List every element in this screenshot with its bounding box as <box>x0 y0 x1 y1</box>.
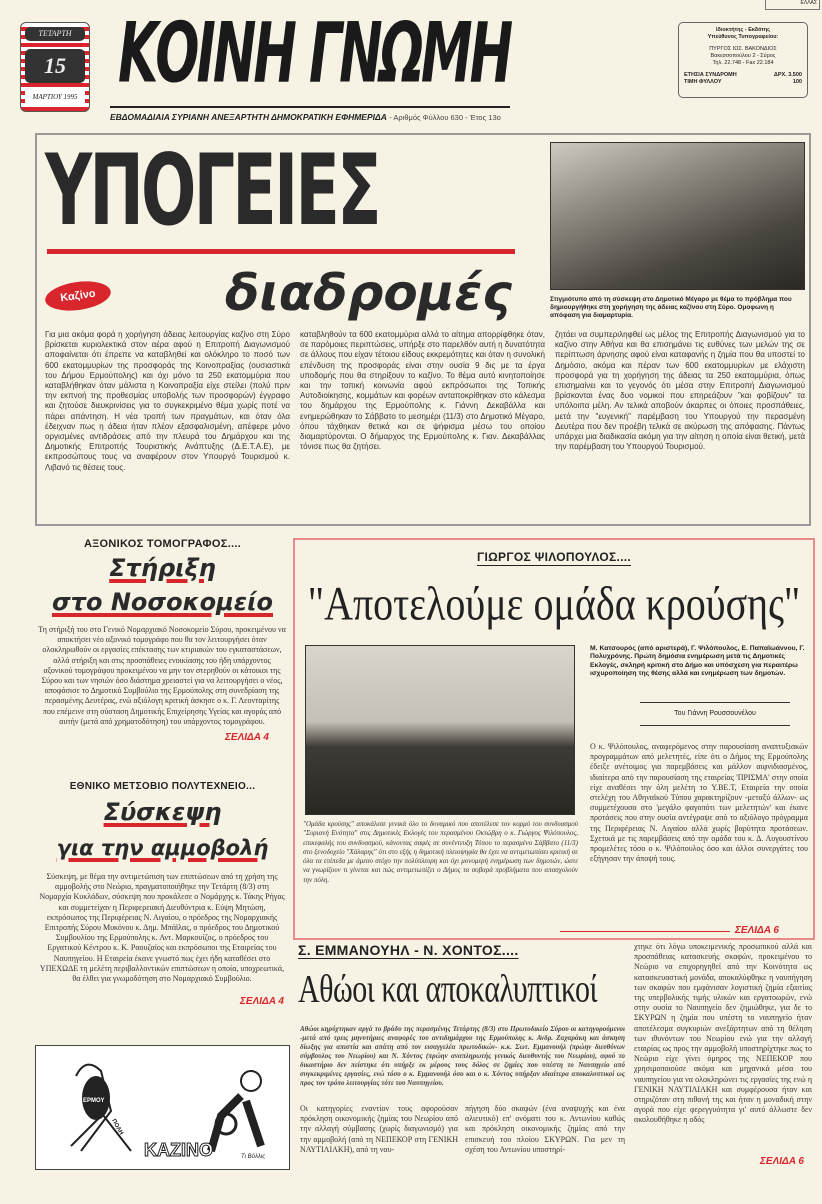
feature-caption: Μ. Κατσουρός (από αριστερά), Γ. Ψιλόπουλος, Ε. Παπαϊωάννου, Γ. Πολυχρόνης. Πρώτη δημόσια ενημέρωση μετά τις Δημοτικές Εκλογές, σκληρή κριτική στο Δήμο και υπόσχεση για περαιτέρω ισχυροποίηση της θέσης αλλά και ενημέρωση των δημοτών. <box>590 645 805 677</box>
feature-photo <box>305 645 575 815</box>
subscription-value: ΔΡΧ. 3.500 <box>773 72 802 78</box>
story2-kicker: ΕΘΝΙΚΟ ΜΕΤΣΟΒΙΟ ΠΟΛΥΤΕΧΝΕΙΟ... <box>69 781 256 792</box>
feature-byline: Του Γιάννη Ρουσσουνέλου <box>674 710 756 717</box>
feature-page-rule <box>560 931 730 932</box>
feature-page-link[interactable]: ΣΕΛΙΔΑ 6 <box>735 925 779 936</box>
postage-stamp <box>765 0 820 10</box>
price-value: 100 <box>792 79 802 85</box>
cartoon-label-kazino: ΚΑΖΙΝΟ <box>144 1140 213 1160</box>
headline-red-rule <box>47 249 515 254</box>
bottom-kicker: Σ. ΕΜΜΑΝΟΥΗΛ - Ν. ΧΟΝΤΟΣ.... <box>298 942 519 958</box>
issue-number: - Αριθμός Φύλλου 630 - Έτος 13ο <box>389 113 501 122</box>
newspaper-title: ΚΟΙΝΗ ΓΝΩΜΗ <box>118 6 511 103</box>
story2-headline-2: για την αμμοβολή <box>56 836 269 860</box>
cartoon-label-ermou: ΕΡΜΟΥ <box>83 1098 105 1104</box>
bottom-column-3: χτηκε ότι λόγω υποκειμενικής προσωπικού αλλά και προσπάθειας κατασκευής σκαφών, προκειμένου το Νεώριο να επιχορηγηθεί από την Κοινότητα ως κατασκευαστική μονάδα, αποκαλύφθηκε η ναυπήγηση των σκαφών που εμφάνισαν λογιστική ζημία εξαιτίας της υπερβολικής τιμής υλικών και εργατοωρών, ενώ στην ουσία το Ναυπηγείο δεν ζημιώθηκε, για δε το ΣΚΥΡΩΝ η ζημία που υπέστη το ναυπηγείο ήταν αποτέλεσμα συγκυριών ανεξάρτητων από τη θέληση των ιθυνόντων του Νεωρίου ενώ για την αλλαγή εταιρίας ως προς την αμμοβολή υποστηρίχτηκε πως το Νεώριο είχε γίνει όμηρος της ΝΕΠΕΚΟΡ που χρησιμοποιούσε ακόμα και μηχανικά μέσα του ναυπηγείου για να ολοκληρώνει τις εργασίες της ενώ η ΓΕΝΙΚΗ ΝΑΥΤΙΛΙΑΚΗ και συμφέρουσα ήταν και στηριζόταν στη πιθανή της και ήταν η μοναδική στην αγορά που είχε φερεγγυότητα γι' αυτό άλλωστε δεν ακολουθήθηκε η οδός <box>634 942 812 1125</box>
story2-headline-1: Σύσκεψη <box>103 798 222 826</box>
byline-rule <box>640 702 790 703</box>
month-year: ΜΑΡΤΙΟΥ 1995 <box>25 91 85 103</box>
subscription-label: ΕΤΗΣΙΑ ΣΥΝΔΡΟΜΗ <box>684 72 737 78</box>
lead-column-3: ζητάει να συμπεριληφθεί ως μέλος της Επιτροπής Διαγωνισμού για το καζίνο στην Αθήνα και θα επισημάνει τις ευθύνες των μελών της σε περίπτωση άρνησης αφού είναι καταφανής η ζημία που θα υποστεί το Δημόσιο, ακόμα και πέραν των 600 εκατομμυρίων με ελάχιστη προσφορά για τη χορήγηση της άδειας τα 250 εκατομμύρια, όπως επισημαίνει και το γεγονός ότι μέσα στην Επιτροπή Διαγωνισμού βρίσκονται ένας δυο νομικοί που επηρεάζουν "και φοβίζουν" τα υπόλοιπα μέλη. Αν τελικά αποβούν άκαρπες οι όποιες προσπάθειες, μετά την "ευγενική" παρέμβαση του Υπουργού την περασμένη Δευτέρα που δεν προέβη τελικά σε ακύρωση της απόφασης. Πάντως υπάρχει μια διαδικασία ακόμη για την αίτηση η οποία είναι θετική, μετά την παρέμβαση του Υπουργού Τουρισμού. <box>555 330 805 452</box>
publisher-label: Ιδιοκτήτης - Εκδότης Υπεύθυνος Τυπογραφείου: <box>707 27 779 40</box>
title-rule <box>110 106 510 108</box>
byline-rule-bottom <box>640 725 790 726</box>
story2-page-link[interactable]: ΣΕΛΙΔΑ 4 <box>240 996 284 1007</box>
story1-body: Τη στήριξή του στο Γενικό Νομαρχιακό Νοσοκομείο Σύρου, προκειμένου να αποκτήσει νέο αξονικό τομογράφο που θα τον λειτουργήσει όταν ολοκληρωθούν οι εργασίες επέκτασης των κτιριακών του εγκαταστάσεων, αλλά στήριξη και στις προσπάθειες ενοικίασης του ήδη υπάρχοντος αξονικού τομογράφου προκειμένου να μην τον στερηθούν οι κάτοικοι της Σύρου και των νησιών όσο διάστημα χρειαστεί για να λειτουργήσει ο νέος, αποφάσισε το Δημοτικό Συμβούλιο της Ερμούπολης στη συνεδρίαση της περασμένης Δευτέρας, ενώ αξιόλογη κριτική άσκησε ο κ. Γ. Λεονταρίτης που επέμεινε στη σύσταση Δημοτικής Επιχείρησης Υγείας και αγοράς από αυτήν (μετά από χρηματοδότηση) του υπάρχοντος τομογράφου. <box>38 625 286 726</box>
story1-page-link[interactable]: ΣΕΛΙΔΑ 4 <box>225 732 269 743</box>
story1-headline-2: στο Νοσοκομείο <box>51 588 273 616</box>
bottom-headline: Αθώοι και αποκαλυπτικοί <box>298 967 598 1011</box>
lead-column-2: καταβληθούν τα 600 εκατομμύρια αλλά το αίτημα απορρίφθηκε όταν, σε παρόμοιες περιπτώσεις, υπήρξε στο παρελθόν αυτή η δυνατότητα σε άλλους που είχαν τέτοιου είδους εκκρεμότητες και όταν η συνολική επένδυση της προσφοράς είναι στην ουσία 9 δις με τα έργα υποδομής που θα στηρίξουν το καζίνο. Το θέμα αυτό κινητοποίησε και την τοπική κοινωνία αφού εκπρόσωποι της Τοπικής Αυτοδιοίκησης, κομμάτων και φορέων ανταποκρίθηκαν στο κάλεσμα του δημάρχου της Ερμούπολης κ. Γιάννη Δεκαβάλλα και ενημερώθηκαν το Σάββατο το μεσημέρι (11/3) στο Δημοτικό Μέγαρο, όπου τάχθηκαν θετικά και σε ψήφισμα μέσω του οποίου διαμαρτύρονται. Ο δήμαρχος της Ερμούπολης κ. Γιαν. Δεκαβάλλας τόνισε πως θα ζητήσει. <box>300 330 545 452</box>
date-number: 15 <box>25 49 85 83</box>
publisher-info-box <box>678 22 808 98</box>
feature-kicker: ΓΙΩΡΓΟΣ ΨΙΛΟΠΟΥΛΟΣ.... <box>476 550 632 564</box>
lead-headline: ΥΠΟΓΕΙΕΣ <box>45 133 379 248</box>
tagline <box>110 112 501 123</box>
cartoon-label-poli: ΠΟΛΗ <box>110 1118 124 1137</box>
bottom-column-2: πήγηση δύο σκαφών (ένα αναψυχής και ένα αλιευτικό) επ' ονόματι του κ. Αντωνίου καθώς και πρόκληση οικονομικής ζημίας από την επισκευή του πλοίου ΣΚΥΡΩΝ. Για μεν τη σχέση του Αντωνίου υποστηρί- <box>465 1104 625 1154</box>
bottom-column-1: Οι κατηγορίες εναντίον τους αφορούσαν πρόκληση οικονομικής ζημίας του Νεωρίου από την αλλαγή σύμβασης (χωρίς διαγωνισμό) για την αμμοβολή (από τη ΝΕΠΕΚΟΡ στη ΓΕΝΙΚΗ ΝΑΥΤΙΛΙΑΚΗ), από τη ναυ- <box>300 1104 458 1154</box>
stamp-text: ΕΛΛΑΣ <box>800 0 817 6</box>
cartoon-signature: Τι Βόλλις <box>241 1154 266 1160</box>
story2-body: Σύσκεψη, με θέμα την αντιμετώπιση των επιπτώσεων από τη χρήση της αμμοβολής στο Νεώριο, πραγματοποιήθηκε την Τετάρτη (8/3) στη Νομαρχία Κυκλάδων, σύσκεψη που προκάλεσε ο Νομάρχης κ. Τάκης Ρήγας και συμμετείχαν η Περιφερειακή Διευθύντρια κ. Εύψη Μητώση, εκπρόσωπος της Περιφέρειας Ν. Αιγαίου, ο πρόεδρος της Νομαρχιακής Επιτροπής Σύρου Μυκόνου κ. Δημ. Μπάϊλας, ο πρόεδρος του Δημοτικού Συμβουλίου της Ερμούπολης κ. Αντ. Μαρκουίζος, ο πρόεδρος του Εργατικού Κέντρου κ. Κ. Ραουζαίος και εκπρόσωποι της Εταιρείας του Ναυπηγείου. Η Εταιρεία έκανε γνωστό πως έχει ήδη καταθέσει στο ΥΠΕΧΩΔΕ τη μελέτη περιβαλλοντικών επιπτώσεων η οποία, υποχρεωτικά, θα έλθει για γνωμοδότηση στο Νομαρχιακό Συμβούλιο. <box>39 872 285 984</box>
price-label: ΤΙΜΗ ΦΥΛΛΟΥ <box>684 79 722 85</box>
lead-subheadline: διαδρομές <box>225 264 512 322</box>
day-label: ΤΕΤΑΡΤΗ <box>25 27 85 41</box>
casino-badge: Καζίνο <box>43 278 112 315</box>
feature-photo-caption: "Ομάδα κρούσης" αποκάλεσε γενικά όλο το δυναμικό που αποτέλεσε τον κορμό του συνδυασμού "Συριανή Ενότητα" στις Δημοτικές Εκλογές του περασμένου Οκτώβρη ο κ. Γιώργος Ψιλόπουλος, επικεφαλής του συνδυασμού, κάνοντας σαφές σε συνέντευξη Τύπου το περασμένο Σάββατο (11/3) στο ξενοδοχείο "Χάλαρης" ότι στο εξής η δημοτική πλειοψηφία θα έχει να αντιμετωπίσει κριτική σε όλα τα επίπεδα με άμεσο στόχο την πολύπλευρη και όχι μονομερή ενημέρωση των δημοτών, ώστε να γνωρίζουν τι γίνεται και πώς αντιμετωπίζει ο Δήμος τα σοβαρά προβλήματα που απασχολούν την πόλη. <box>303 820 578 884</box>
tagline-text: ΕΒΔΟΜΑΔΙΑΙΑ ΣΥΡΙΑΝΗ ΑΝΕΞΑΡΤΗΤΗ ΔΗΜΟΚΡΑΤΙΚΗ ΕΦΗΜΕΡΙΔΑ <box>110 112 387 122</box>
bottom-page-link[interactable]: ΣΕΛΙΔΑ 6 <box>760 1156 804 1167</box>
lead-column-1: Για μια ακόμα φορά η χορήγηση άδειας λειτουργίας καζίνο στη Σύρο βρίσκεται κυριολεκτικά στον αέρα αφού η Επιτροπή Διαγωνισμού αποφαίνεται ότι έπρεπε να καταβληθεί και ολόκληρο το ποσό των 600 εκατομμυρίων της προσφοράς της Κοινοπραξίας (ουσιαστικά του Δήμου Ερμούπολης) και όχι μόνο τα 250 εκατομμύρια που καταβλήθηκαν όταν μάλιστα η Κοινοπραξία είχε στείλει (πολύ πριν την εκπνοή της προθεσμίας υποβολής των προσφορών) έγγραφο και ζητούσε διευκρινίσεις για το συγκεκριμένο θέμα χωρίς ποτέ να πάρει απάντηση. Η νέα τροπή των πραγμάτων, και όταν όλα έδειχναν πως η άδεια ήταν πλέον εξασφαλισμένη, απέφερε μόνο οργισμένες αντιδράσεις από την πλευρά του Δημάρχου και της Δημοτικής Επιτροπής Τουριστικής Ανάπτυξης (Δ.Ε.Τ.Α.Ε), με εκπροσώπους τους να αναφέρουν στον Υπουργό Τουρισμού κ. Λιβανό τις θέσεις τους. <box>45 330 290 472</box>
lead-photo-caption: Στιγμιότυπο από τη σύσκεψη στο Δημοτικό Μέγαρο με θέμα το πρόβλημα που δημιουργήθηκε στη χορήγηση της άδειας καζίνου στη Σύρο. Ομοφωνη η απόφαση για διαμαρτυρία. <box>550 296 792 319</box>
bottom-lede: Αθώοι κηρύχτηκαν αργά το βράδυ της περασμένης Τετάρτης (8/3) στο Πρωτοδικείο Σύρου οι κατηγορούμενοι -μετά από τρεις μηνυτήριες αναφορές του αντιδημάρχου της Ερμούπολης κ. Ανδρ. Ζαχαράκη και άσκηση δίωξης για απιστία και απάτη από τον εισαγγελέα πρωτοδικών- κ.κ. Σωτ. Εμμανουήλ (πρώην διευθύνων σύμβουλος του Νεωρίου) και Ν. Χόντος (πρώην αναπληρωτής γενικός διευθυντής του Νεωρίου), αφού το δικαστήριο δεν πείστηκε ότι υπήρξε εκ μέρους τους δόλος σε ζημίες που υπέστη το Ναυπηγείο από συγκεκριμένες εργασίες, ενώ τόσο ο κ. Εμμανουήλ όσο και ο κ. Χόντος υπήρξαν ιδιαίτερα αποκαλυπτικοί ως προς τον τρόπο λειτουργίας τότε του Ναυπηγείου. <box>300 1025 625 1087</box>
cartoon <box>35 1045 290 1170</box>
date-box <box>20 22 90 112</box>
lead-photo <box>550 142 805 290</box>
feature-body: Ο κ. Ψιλόπουλος, αναφερόμενος στην παρουσίαση αναπτυξιακών προγραμμάτων από μελετητές, είπε ότι ο Δήμος της Ερμούπολης έδειξε ανέτοιμος για παρεμβάσεις και μάλλον αιφνιδιασμένος, ιδιαίτερα από την παρουσίαση της εταιρείας 'ΠΡΙΣΜΑ' στην οποία είχε αναθέσει την όλη μελέτη το Υ.ΒΕ.Τ, Εταιρεία την οποία στελέχη του Αθηναϊκού Τύπου χαρακτηρίζουν -μεταξύ άλλων- ως συμμετέχουσα στο 'μεγάλο φαγοπότι των μελετητών' και έκανε προτάσεις που στην ουσία αντέγραψε από το αξιόλογο πρόγραμμα της Περιφέρειας Ν. Αιγαίου αλλά χωρίς βαρύτητα προτάσεων. Σχετικά με τις παρεμβάσεις από την ομάδα του κ. Δ. Αυγουστίνου προμελέτες τόσο ο κ. Ψιλόπουλος όσο και άλλοι συνεργάτες του εξήγησαν την άποψή τους. <box>590 742 808 864</box>
story1-headline-1: Στήριξη <box>109 554 216 582</box>
feature-headline: "Αποτελούμε ομάδα κρούσης" <box>307 576 801 631</box>
story1-kicker: ΑΞΟΝΙΚΟΣ ΤΟΜΟΓΡΑΦΟΣ.... <box>83 538 242 550</box>
publisher-address: ΠΥΡΓΟΣ ΙΩΣ. ΒΑΚΟΝΔΙΟΣ Βακεσσοπούλου 2 - Σύρος Τηλ. 22.748 - Fax 22.184 <box>709 46 777 66</box>
